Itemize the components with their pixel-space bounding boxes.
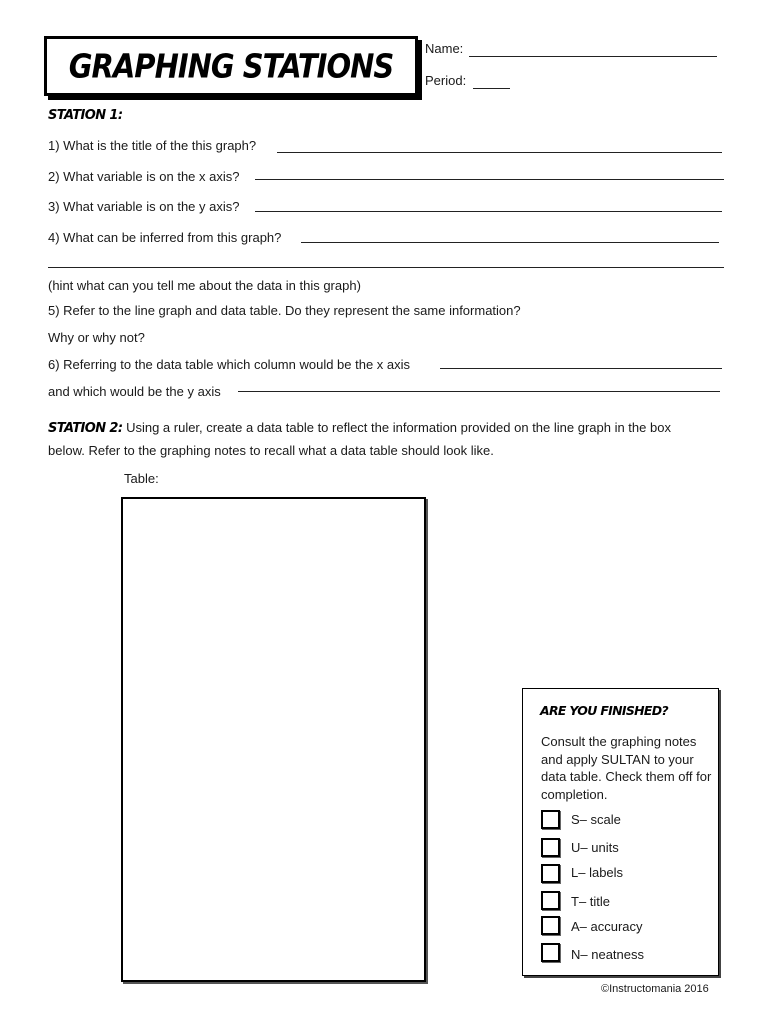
period-field-line[interactable] [473, 88, 510, 89]
station-2-instructions: Using a ruler, create a data table to reflect the information provided on the line graph in the box [122, 420, 671, 435]
table-label: Table: [124, 471, 159, 486]
question-6: 6) Referring to the data table which column would be the x axis [48, 357, 411, 372]
title-box [44, 36, 418, 96]
station-2-line-2: below. Refer to the graphing notes to recall what a data table should look like. [48, 443, 494, 458]
finished-title: ARE YOU FINISHED? [540, 703, 668, 718]
name-label: Name: [425, 41, 464, 56]
finished-checklist-box [522, 688, 719, 976]
answer-line-6[interactable] [440, 368, 722, 369]
copyright: ©Instructomania 2016 [601, 983, 709, 995]
checklist-label-units: U– units [571, 840, 619, 855]
data-table-box[interactable] [121, 497, 426, 982]
checkbox-neatness[interactable] [541, 943, 560, 962]
question-3: 3) What variable is on the y axis? [48, 199, 240, 214]
finished-instructions: Consult the graphing notes and apply SULTAN to your data table. Check them off for completion. [541, 734, 712, 802]
question-2: 2) What variable is on the x axis? [48, 169, 240, 184]
hint-text: (hint what can you tell me about the data in this graph) [48, 278, 361, 293]
checkbox-scale[interactable] [541, 810, 560, 829]
checkbox-title[interactable] [541, 891, 560, 910]
answer-line-3[interactable] [255, 211, 722, 212]
question-4: 4) What can be inferred from this graph? [48, 230, 282, 245]
answer-line-6b[interactable] [238, 391, 720, 392]
answer-line-4b[interactable] [48, 267, 724, 268]
period-label: Period: [425, 73, 467, 88]
worksheet-title: GRAPHING STATIONS [68, 46, 394, 86]
name-field-line[interactable] [469, 56, 717, 57]
answer-line-4[interactable] [301, 242, 719, 243]
station-2-line-1 [48, 420, 671, 436]
checkbox-units[interactable] [541, 838, 560, 857]
checklist-label-title: T– title [571, 894, 611, 909]
question-1: 1) What is the title of the this graph? [48, 138, 257, 153]
checklist-label-neatness: N– neatness [571, 947, 644, 962]
checkbox-labels[interactable] [541, 864, 560, 883]
checklist-label-labels: L– labels [571, 865, 624, 880]
question-5b: Why or why not? [48, 330, 145, 345]
answer-line-1[interactable] [277, 152, 722, 153]
checkbox-accuracy[interactable] [541, 916, 560, 935]
question-5: 5) Refer to the line graph and data table. Do they represent the same information? [48, 303, 521, 318]
station-2-heading: STATION 2: [48, 421, 123, 436]
checklist-label-scale: S– scale [571, 812, 621, 827]
station-1-heading: STATION 1: [48, 108, 123, 123]
answer-line-2[interactable] [255, 179, 724, 180]
checklist-label-accuracy: A– accuracy [571, 919, 643, 934]
question-6b: and which would be the y axis [48, 384, 221, 399]
